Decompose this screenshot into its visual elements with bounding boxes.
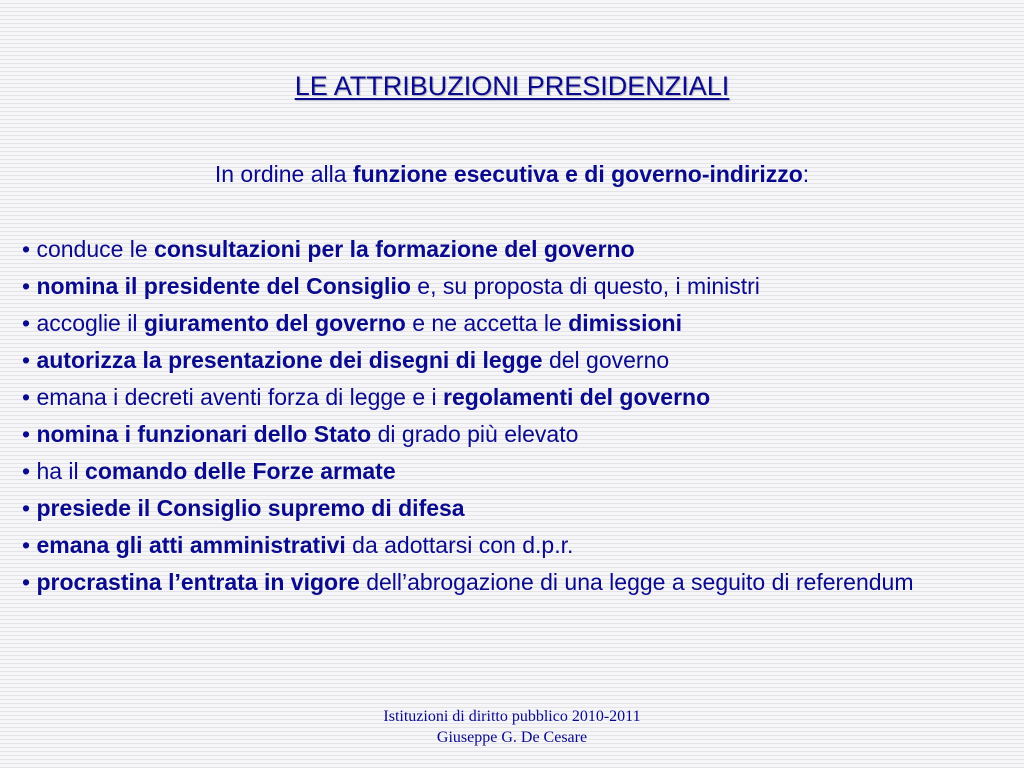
- bullet-text: accoglie il: [36, 310, 144, 336]
- bullet-marker: •: [22, 532, 37, 558]
- bullet-item-atti-amministrativi: [22, 527, 982, 564]
- bullet-text: e ne accetta le: [405, 310, 569, 336]
- intro-suffix: :: [802, 161, 810, 187]
- bullet-text: conduce le: [36, 236, 155, 262]
- bullet-item-consultazioni: [22, 231, 982, 268]
- bullet-item-funzionari: [22, 416, 982, 453]
- footer-author: Giuseppe G. De Cesare: [436, 729, 588, 746]
- bullet-list: [22, 231, 982, 601]
- bullet-bold: comando delle Forze armate: [85, 458, 396, 484]
- bullet-marker: •: [22, 236, 37, 262]
- bullet-marker: •: [22, 495, 37, 521]
- bullet-bold: presiede il Consiglio supremo di difesa: [36, 495, 465, 521]
- bullet-text: dell’abrogazione di una legge a seguito di referendum: [359, 569, 914, 595]
- slide-title: LE ATTRIBUZIONI PRESIDENZIALI: [294, 71, 730, 101]
- bullet-marker: •: [22, 384, 37, 410]
- bullet-text: di grado più elevato: [371, 421, 579, 447]
- bullet-bold: autorizza la presentazione dei disegni di legge: [36, 347, 543, 373]
- bullet-item-forze-armate: [22, 453, 982, 490]
- bullet-bold: emana gli atti amministrativi: [36, 532, 346, 558]
- bullet-bold: procrastina l’entrata in vigore: [36, 569, 360, 595]
- bullet-item-disegni-legge: [22, 342, 982, 379]
- bullet-item-referendum: [22, 564, 982, 601]
- bullet-marker: •: [22, 347, 37, 373]
- bullet-bold: regolamenti del governo: [443, 384, 711, 410]
- bullet-bold: nomina i funzionari dello Stato: [36, 421, 372, 447]
- bullet-text: e, su proposta di questo, i ministri: [410, 273, 760, 299]
- bullet-item-giuramento: [22, 305, 982, 342]
- footer-course: Istituzioni di diritto pubblico 2010-2011: [383, 708, 641, 725]
- bullet-text: ha il: [36, 458, 86, 484]
- bullet-marker: •: [22, 310, 37, 336]
- bullet-text: emana i decreti aventi forza di legge e i: [36, 384, 444, 410]
- bullet-marker: •: [22, 421, 37, 447]
- bullet-marker: •: [22, 569, 37, 595]
- bullet-item-consiglio-difesa: [22, 490, 982, 527]
- intro-bold: funzione esecutiva e di governo-indirizzo: [352, 161, 803, 187]
- bullet-text: del governo: [542, 347, 670, 373]
- intro-line: [0, 157, 1024, 191]
- slide-footer: [0, 706, 1024, 748]
- bullet-bold: dimissioni: [568, 310, 682, 336]
- bullet-bold: consultazioni per la formazione del governo: [154, 236, 635, 262]
- bullet-bold: giuramento del governo: [143, 310, 406, 336]
- bullet-text: da adottarsi con d.p.r.: [345, 532, 574, 558]
- bullet-marker: •: [22, 458, 37, 484]
- bullet-item-decreti: [22, 379, 982, 416]
- intro-prefix: In ordine alla: [214, 161, 353, 187]
- bullet-marker: •: [22, 273, 37, 299]
- bullet-bold: nomina il presidente del Consiglio: [36, 273, 411, 299]
- bullet-item-nomina-presidente: [22, 268, 982, 305]
